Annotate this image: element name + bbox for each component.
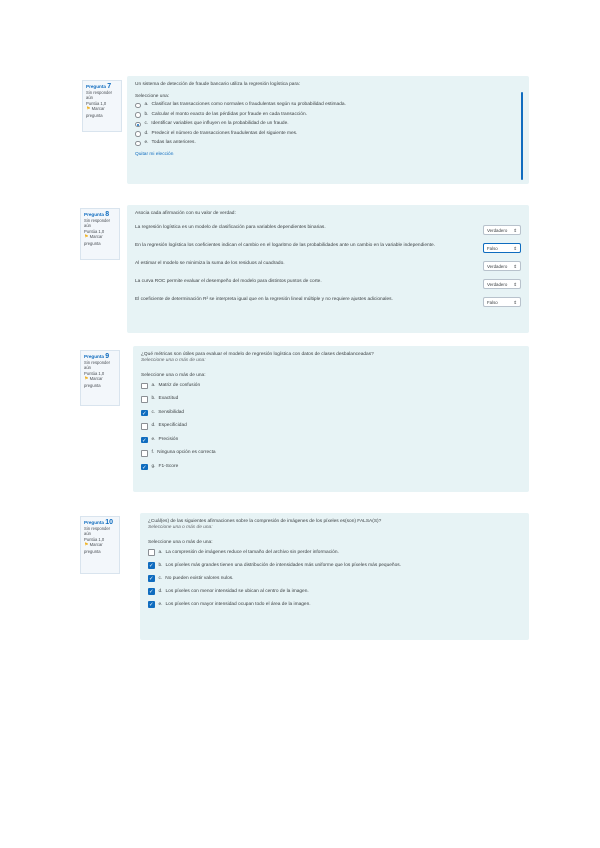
checkbox[interactable]: ✓: [149, 563, 154, 570]
option-letter: g.: [151, 463, 156, 469]
chevron-icon: ⇕: [513, 282, 517, 288]
option-text: Todas las anteriores.: [151, 140, 196, 146]
option-letter: e.: [144, 140, 149, 146]
option-letter: e.: [158, 601, 163, 607]
question-10-panel: [140, 513, 529, 640]
answer-option[interactable]: [141, 447, 521, 461]
question-8-panel: [127, 205, 529, 333]
statement-text: La curva ROC permite evaluar el desempeño del modelo para distintos puntos de corte.: [135, 279, 322, 285]
answer-option[interactable]: [135, 139, 521, 149]
question-text: Un sistema de detección de fraude bancario utiliza la regresión logística para:: [135, 82, 301, 87]
matching-row: [135, 279, 521, 297]
answer-option[interactable]: [135, 110, 521, 120]
question-hint: Seleccione una o más de una:: [141, 358, 206, 364]
answer-option[interactable]: [141, 420, 521, 434]
answer-option[interactable]: [135, 129, 521, 139]
answer-option[interactable]: [148, 598, 521, 611]
option-text: Ninguna opción es correcta: [157, 450, 216, 456]
statement-text: El coeficiente de determinación R² se interpreta igual que en la regresión lineal múltiple y no requiere ajustes adicionales.: [135, 297, 393, 303]
radio-button[interactable]: [135, 122, 141, 128]
scrollbar[interactable]: [521, 92, 524, 180]
matching-rows: [135, 225, 521, 315]
question-status: Sin responder aún: [84, 359, 111, 371]
answer-select[interactable]: [483, 279, 521, 289]
flag-icon: ⚑: [84, 542, 89, 549]
checkbox[interactable]: [148, 549, 155, 556]
answer-select[interactable]: [483, 243, 521, 253]
option-text: Los píxeles con mayor intensidad ocupan todo el área de la imagen.: [165, 601, 311, 607]
answer-option[interactable]: [135, 101, 521, 111]
option-letter: c.: [151, 409, 156, 415]
radio-button[interactable]: [135, 112, 141, 118]
chevron-icon: ⇕: [513, 264, 517, 270]
option-text: Matriz de confusión: [158, 382, 201, 388]
flag-icon: ⚑: [86, 106, 91, 113]
question-number: Pregunta 9: [84, 353, 110, 360]
question-status: Sin responder aún: [84, 217, 111, 229]
answer-options: [135, 101, 521, 149]
answer-select[interactable]: [483, 225, 521, 235]
option-letter: e.: [151, 436, 156, 442]
answer-option[interactable]: [148, 585, 521, 598]
question-info-9: [80, 350, 120, 406]
question-text: ¿Qué métricas son útiles para evaluar el modelo de regresión logística con datos de clases desbalanceadas?: [141, 352, 374, 357]
option-letter: a.: [144, 102, 149, 108]
option-text: Identificar variables que influyen en la probabilidad de un fraude.: [151, 121, 289, 127]
checkbox[interactable]: ✓: [149, 589, 154, 596]
chevron-icon: ⇕: [513, 228, 517, 234]
statement-text: En la regresión logística los coeficientes indican el cambio en el logaritmo de las probabilidades ante un cambio en la variable independiente.: [135, 243, 435, 249]
radio-button[interactable]: [135, 103, 141, 109]
answer-option[interactable]: [148, 546, 521, 559]
select-value: Falso: [487, 246, 498, 252]
checkbox[interactable]: [141, 423, 148, 430]
question-text: Asocia cada afirmación con su valor de verdad:: [135, 211, 236, 216]
answer-options: [148, 546, 521, 611]
option-text: Predecir el número de transacciones fraudulentas del siguiente mes.: [151, 130, 298, 136]
checkbox[interactable]: [141, 450, 148, 457]
question-text: ¿Cuál(es) de las siguientes afirmaciones sobre la compresión de imágenes de los píxeles es(son) FALSA(S)?: [148, 519, 382, 524]
answer-prompt: Seleccione una o más de una:: [141, 372, 206, 378]
question-hint: Seleccione una o más de una:: [148, 525, 213, 531]
answer-option[interactable]: [141, 433, 521, 447]
flag-question-button[interactable]: ⚑ Marcar pregunta: [84, 234, 103, 246]
clear-choice-link[interactable]: Quitar mi elección: [135, 152, 174, 158]
question-9-panel: [133, 346, 529, 492]
answer-select[interactable]: [483, 297, 521, 307]
answer-option[interactable]: [135, 120, 521, 130]
option-text: Especificidad: [158, 423, 187, 429]
checkbox[interactable]: ✓: [149, 602, 154, 609]
question-info-7: [82, 80, 122, 132]
flag-question-button[interactable]: ⚑ Marcar pregunta: [86, 106, 105, 118]
option-letter: d.: [151, 423, 156, 429]
answer-option[interactable]: [141, 393, 521, 407]
checkbox[interactable]: ✓: [149, 576, 154, 583]
answer-options: [141, 379, 521, 474]
flag-question-button[interactable]: ⚑ Marcar pregunta: [84, 376, 103, 388]
matching-row: [135, 297, 521, 315]
option-letter: c.: [158, 575, 163, 581]
flag-icon: ⚑: [84, 376, 89, 383]
checkbox[interactable]: [141, 383, 148, 390]
option-text: Calcular el monto exacto de las pérdidas por fraude en cada transacción.: [151, 111, 307, 117]
checkbox[interactable]: [141, 396, 148, 403]
option-letter: f.: [151, 450, 155, 456]
question-number: Pregunta 8: [84, 211, 110, 218]
option-letter: b.: [144, 111, 149, 117]
checkbox[interactable]: ✓: [142, 464, 147, 471]
option-letter: a.: [151, 382, 156, 388]
chevron-icon: ⇕: [513, 300, 517, 306]
select-value: Verdadero: [487, 228, 508, 234]
question-number: Pregunta 7: [86, 83, 112, 90]
option-letter: b.: [151, 396, 156, 402]
option-text: Precisión: [158, 436, 179, 442]
question-mark: Puntúa 1,0: [84, 370, 105, 376]
option-text: Sensibilidad: [158, 409, 185, 415]
option-letter: d.: [144, 130, 149, 136]
question-status: Sin responder aún: [86, 89, 113, 101]
statement-text: La regresión logística es un modelo de clasificación para variables dependientes binarias.: [135, 225, 326, 231]
option-letter: d.: [158, 588, 163, 594]
checkbox[interactable]: ✓: [142, 410, 147, 417]
option-text: No pueden existir valores nulos.: [165, 575, 234, 581]
select-value: Falso: [487, 300, 498, 306]
answer-option[interactable]: [148, 572, 521, 585]
answer-option[interactable]: [148, 559, 521, 572]
radio-button[interactable]: [135, 131, 141, 137]
statement-text: Al estimar el modelo se minimiza la suma de los residuos al cuadrado.: [135, 261, 285, 267]
option-text: Clasificar las transacciones como normales o fraudulentas según su probabilidad estimada.: [151, 102, 346, 108]
option-text: F1-Score: [158, 463, 179, 469]
answer-option[interactable]: [141, 460, 521, 474]
checkbox[interactable]: ✓: [142, 437, 147, 444]
select-value: Verdadero: [487, 282, 508, 288]
select-value: Verdadero: [487, 264, 508, 270]
answer-prompt: Seleccione una o más de una:: [148, 539, 213, 545]
question-mark: Puntúa 1,0: [86, 100, 107, 106]
option-text: Los píxeles con menor intensidad se ubican al centro de la imagen.: [165, 588, 309, 594]
matching-row: [135, 261, 521, 279]
question-mark: Puntúa 1,0: [84, 536, 105, 542]
flag-question-button[interactable]: ⚑ Marcar pregunta: [84, 542, 103, 554]
answer-option[interactable]: [141, 406, 521, 420]
question-mark: Puntúa 1,0: [84, 228, 105, 234]
option-letter: b.: [158, 562, 163, 568]
matching-row: [135, 243, 521, 261]
option-letter: a.: [158, 549, 163, 555]
question-info-8: [80, 208, 120, 260]
matching-row: [135, 225, 521, 243]
answer-select[interactable]: [483, 261, 521, 271]
option-text: Exactitud: [158, 396, 179, 402]
question-status: Sin responder aún: [84, 525, 111, 537]
question-info-10: [80, 516, 120, 574]
question-7-panel: [127, 76, 529, 184]
option-letter: c.: [144, 121, 149, 127]
answer-option[interactable]: [141, 379, 521, 393]
chevron-icon: ⇕: [513, 246, 517, 252]
question-number: Pregunta 10: [84, 519, 113, 526]
option-text: Los píxeles más grandes tienen una distribución de intensidades más uniforme que los píxeles más pequeños.: [165, 562, 401, 568]
answer-prompt: Seleccione una:: [135, 94, 170, 100]
radio-button[interactable]: [135, 141, 141, 147]
flag-icon: ⚑: [84, 234, 89, 241]
option-text: La compresión de imágenes reduce el tamaño del archivo sin perder información.: [165, 549, 339, 555]
